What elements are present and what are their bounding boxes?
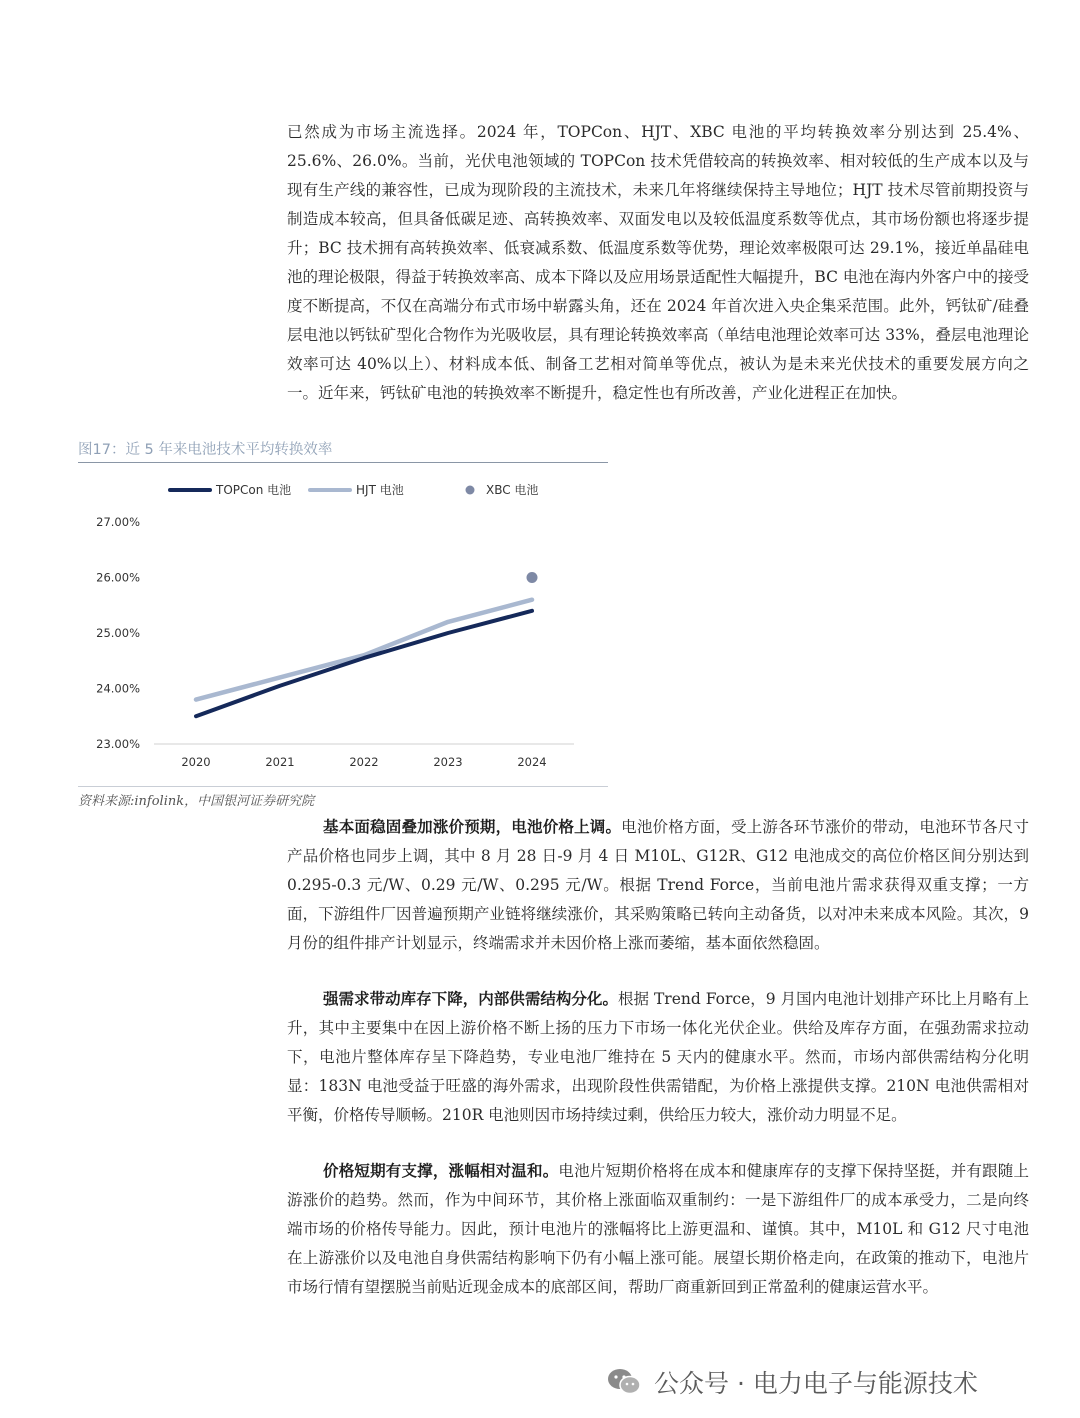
series-line-topcon bbox=[196, 611, 532, 716]
figure-top-rule bbox=[78, 462, 608, 463]
legend-label-0: TOPCon 电池 bbox=[216, 483, 292, 497]
paragraph-outlook-lead: 价格短期有支撑，涨幅相对温和。 bbox=[323, 1161, 559, 1180]
paragraph-price-body: 电池价格方面，受上游各环节涨价的带动，电池环节各尺寸产品价格也同步上调，其中 8 月 28 日-9 月 4 日 M10L、G12R、G12 电池成交的高位价格区间分别达到 0.295-0.3 元/W、0.29 元/W、0.295 元/W。根据 Trend Force，当前电池片需求获得双重支撑；一方面，下游组件厂因普遍预期产业链将继续涨价，其采购策略已转向主动备货，以对冲未来成本风险。其次，9 月份的组件排产计划显示，终端需求并未因价格上涨而萎缩，基本面依然稳固。 bbox=[287, 818, 1029, 952]
paragraph-price bbox=[287, 812, 1029, 958]
x-tick-label: 2024 bbox=[517, 755, 547, 769]
legend-label-2: XBC 电池 bbox=[486, 483, 539, 497]
figure-source: 资料来源:infolink，中国银河证券研究院 bbox=[78, 794, 315, 809]
x-tick-label: 2020 bbox=[181, 755, 211, 769]
paragraph-inventory-lead: 强需求带动库存下降，内部供需结构分化。 bbox=[323, 989, 618, 1008]
watermark-text: 公众号 · 电力电子与能源技术 bbox=[654, 1369, 978, 1398]
paragraph-inventory-body: 根据 Trend Force，9 月国内电池计划排产环比上月略有上升，其中主要集中在因上游价格不断上扬的压力下市场一体化光伏企业。供给及库存方面，在强劲需求拉动下，电池片整体库存呈下降趋势，专业电池厂维持在 5 天内的健康水平。然而，市场内部供需结构分化明显：183N 电池受益于旺盛的海外需求，出现阶段性供需错配，为价格上涨提供支撑。210N 电池供需相对平衡，价格传导顺畅。210R 电池则因市场持续过剩，供给压力较大，涨价动力明显不足。 bbox=[287, 990, 1029, 1124]
paragraph-outlook bbox=[287, 1156, 1029, 1302]
paragraph-price-lead: 基本面稳固叠加涨价预期，电池价格上调。 bbox=[323, 817, 622, 836]
paragraph-efficiency: 已然成为市场主流选择。2024 年，TOPCon、HJT、XBC 电池的平均转换效率分别达到 25.4%、25.6%、26.0%。当前，光伏电池领域的 TOPCon 技术凭借较高的转换效率、相对较低的生产成本以及与现有生产线的兼容性，已成为现阶段的主流技术，未来几年将继续保持主导地位；HJT 技术尽管前期投资与制造成本较高，但具备低碳足迹、高转换效率、双面发电以及较低温度系数等优点，其市场份额也将逐步提升；BC 技术拥有高转换效率、低衰减系数、低温度系数等优势，理论效率极限可达 29.1%，接近单晶硅电池的理论极限，得益于转换效率高、成本下降以及应用场景适配性大幅提升，BC 电池在海内外客户中的接受度不断提高，不仅在高端分布式市场中崭露头角，还在 2024 年首次进入央企集采范围。此外，钙钛矿/硅叠层电池以钙钛矿型化合物作为光吸收层，具有理论转换效率高（单结电池理论效率可达 33%，叠层电池理论效率可达 40%以上）、材料成本低、制备工艺相对简单等优点，被认为是未来光伏技术的重要发展方向之一。近年来，钙钛矿电池的转换效率不断提升，稳定性也有所改善，产业化进程正在加快。 bbox=[287, 123, 1029, 402]
y-tick-label: 24.00% bbox=[96, 681, 140, 696]
wechat-watermark bbox=[606, 1360, 978, 1404]
y-tick-label: 26.00% bbox=[96, 570, 140, 585]
legend-label-1: HJT 电池 bbox=[356, 483, 404, 497]
figure-title: 图17：近 5 年来电池技术平均转换效率 bbox=[78, 442, 333, 458]
legend-marker-2 bbox=[466, 486, 475, 495]
series-line-hjt bbox=[196, 600, 532, 700]
series-point-xbc bbox=[527, 572, 538, 583]
wechat-icon bbox=[606, 1367, 642, 1397]
y-tick-label: 25.00% bbox=[96, 626, 140, 640]
figure-bottom-rule bbox=[78, 786, 608, 787]
y-tick-label: 23.00% bbox=[96, 737, 140, 751]
x-tick-label: 2021 bbox=[265, 755, 295, 769]
paragraph-outlook-body: 电池片短期价格将在成本和健康库存的支撑下保持坚挺，并有跟随上游涨价的趋势。然而，作为中间环节，其价格上涨面临双重制约：一是下游组件厂的成本承受力，二是向终端市场的价格传导能力。因此，预计电池片的涨幅将比上游更温和、谨慎。其中，M10L 和 G12 尺寸电池在上游涨价以及电池自身供需结构影响下仍有小幅上涨可能。展望长期价格走向，在政策的推动下，电池片市场行情有望摆脱当前贴近现金成本的底部区间，帮助厂商重新回到正常盈利的健康运营水平。 bbox=[287, 1162, 1029, 1296]
paragraph-inventory bbox=[287, 984, 1029, 1130]
x-tick-label: 2022 bbox=[349, 755, 379, 769]
y-tick-label: 27.00% bbox=[96, 515, 140, 529]
efficiency-line-chart bbox=[78, 466, 608, 784]
x-tick-label: 2023 bbox=[433, 755, 463, 769]
